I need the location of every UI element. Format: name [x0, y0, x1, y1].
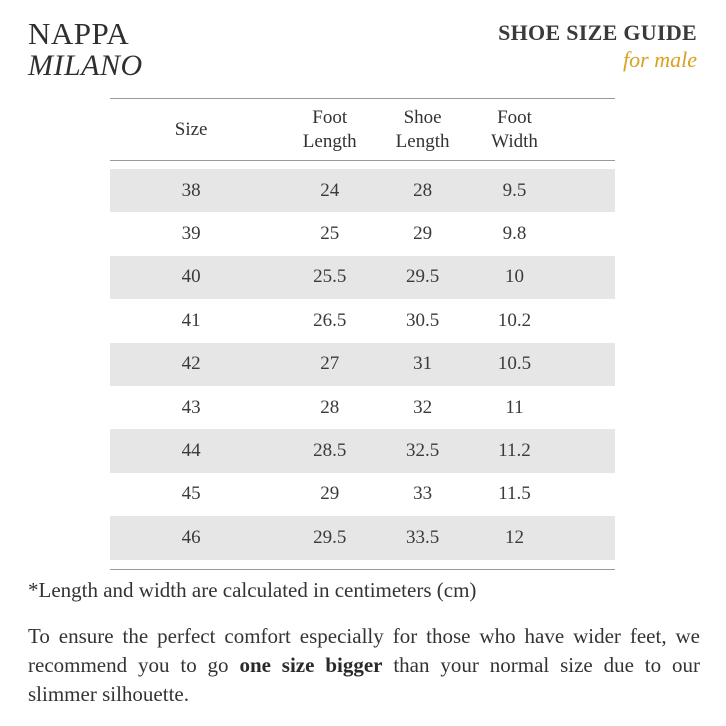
cell-shoe-length: 32.5: [405, 440, 440, 462]
brand-logo: [28, 18, 143, 82]
guide-subtitle: for male: [623, 47, 697, 72]
cell-shoe-length: 33: [413, 483, 433, 505]
cell-size: 46: [181, 526, 201, 548]
header-size-label: Size: [174, 118, 208, 140]
cell-foot-length: 24: [320, 179, 340, 201]
cell-size: 39: [181, 223, 201, 245]
table-header: [110, 99, 615, 160]
table-row: [110, 429, 615, 472]
cell-foot-width: 10.5: [497, 353, 532, 375]
cell-shoe-length: 32: [413, 396, 433, 418]
cell-size: 43: [181, 396, 201, 418]
cell-shoe-length: 31: [413, 353, 433, 375]
table-body: [110, 161, 615, 560]
cell-foot-length: 29.5: [313, 526, 347, 548]
cell-size: 45: [181, 483, 201, 505]
table-row: [110, 386, 615, 429]
header-shoe-length-line1: Shoe: [403, 106, 442, 128]
table-row: [110, 516, 615, 559]
guide-heading: [498, 20, 697, 74]
cell-foot-length: 28.5: [313, 440, 347, 462]
cell-size: 44: [181, 440, 201, 462]
cell-foot-width: 12: [505, 526, 524, 548]
cell-foot-length: 25: [320, 223, 340, 245]
table-row: [110, 256, 615, 299]
header-foot-length-line1: Foot: [312, 106, 348, 128]
cell-shoe-length: 29: [413, 223, 433, 245]
fit-advice-emphasis: one size bigger: [239, 653, 383, 677]
cell-foot-length: 28: [320, 396, 340, 418]
brand-city: MILANO: [28, 49, 143, 82]
guide-title: SHOE SIZE GUIDE: [498, 20, 697, 45]
cell-foot-width: 11: [505, 396, 524, 418]
cell-foot-width: 10: [505, 266, 524, 288]
fit-advice-text-before: To ensure the perfect comfort especially for those who have wider feet, we recommend you to go: [28, 624, 700, 677]
header-foot-width-line2: Width: [491, 130, 538, 152]
cell-size: 41: [181, 309, 201, 331]
fit-advice: [28, 622, 700, 709]
cell-shoe-length: 28: [413, 179, 433, 201]
cell-shoe-length: 29.5: [405, 266, 440, 288]
cell-foot-width: 9.8: [502, 223, 527, 245]
cell-size: 42: [181, 353, 201, 375]
cell-foot-length: 26.5: [313, 309, 347, 331]
cell-shoe-length: 33.5: [405, 526, 440, 548]
cell-foot-length: 27: [320, 353, 340, 375]
cell-foot-width: 11.2: [498, 440, 531, 462]
cell-foot-length: 29: [320, 483, 340, 505]
table-row: [110, 169, 615, 212]
table-row: [110, 299, 615, 342]
cell-foot-width: 11.5: [498, 483, 531, 505]
table-row: [110, 212, 615, 255]
fit-advice-text-after: than your normal size due to our slimmer silhouette.: [28, 653, 700, 706]
cell-foot-length: 25.5: [313, 266, 347, 288]
size-table: [110, 98, 615, 570]
cell-foot-width: 9.5: [502, 179, 527, 201]
table-row: [110, 343, 615, 386]
cell-foot-width: 10.2: [497, 309, 532, 331]
cell-size: 38: [181, 179, 201, 201]
header-foot-width-line1: Foot: [497, 106, 532, 128]
table-bottom-rule: [110, 569, 615, 570]
header-foot-length-line2: Length: [302, 130, 357, 152]
table-row: [110, 473, 615, 516]
units-note: *Length and width are calculated in centimeters (cm): [28, 578, 477, 602]
cell-size: 40: [181, 266, 201, 288]
brand-name: NAPPA: [28, 16, 130, 51]
header-foot-width: [414, 106, 615, 154]
header-shoe-length-line2: Length: [395, 130, 450, 152]
cell-shoe-length: 30.5: [405, 309, 440, 331]
